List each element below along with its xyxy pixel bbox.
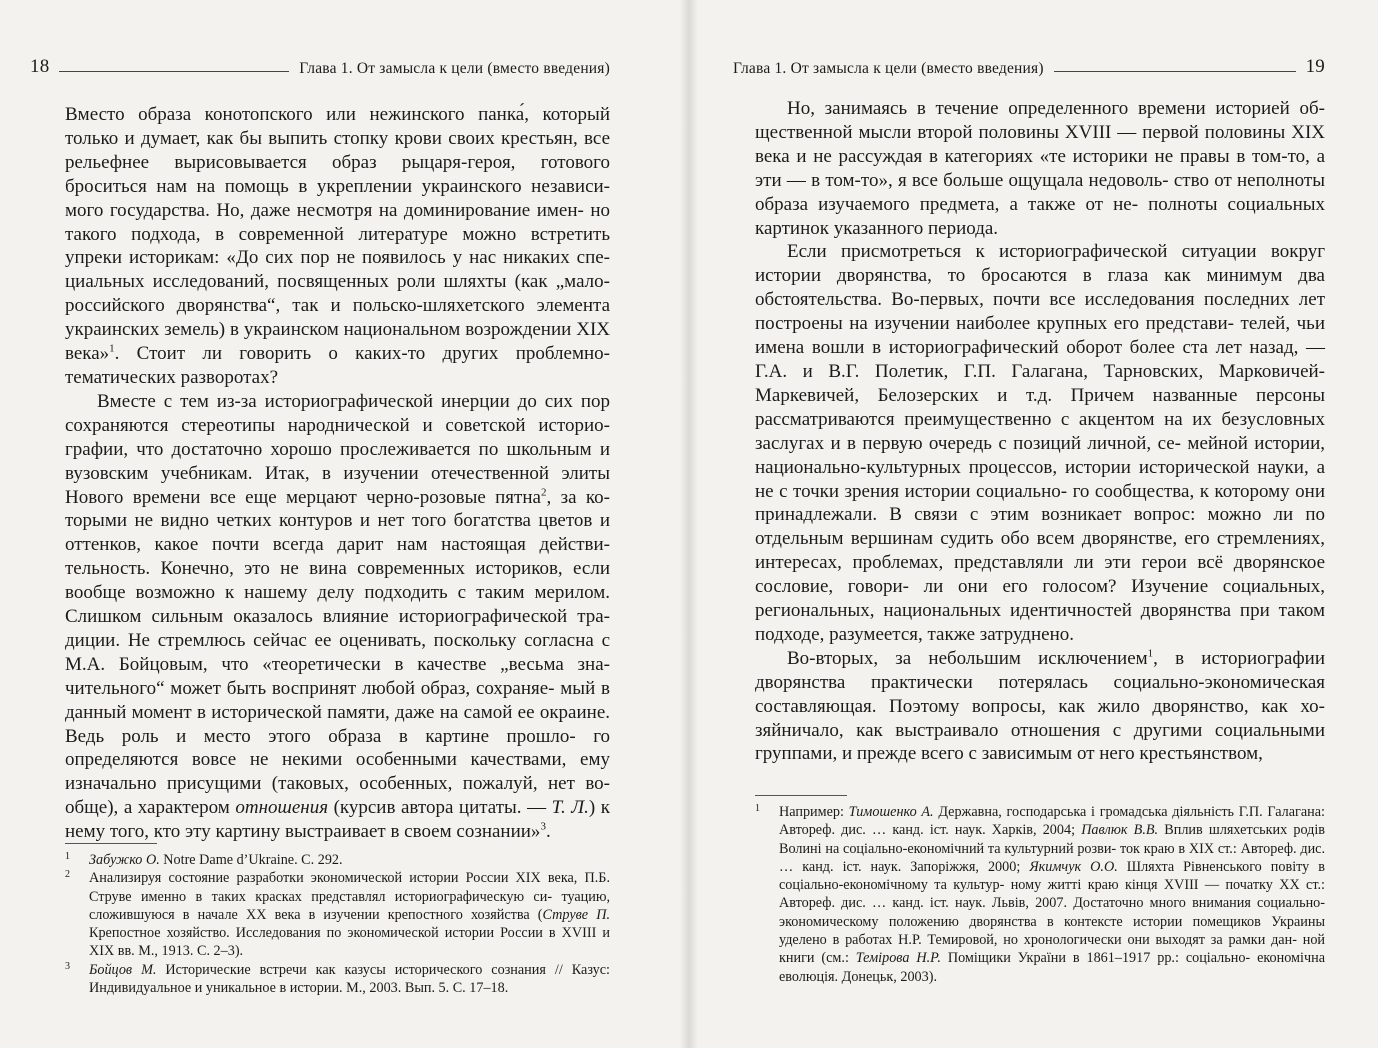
text-line: ): [588, 797, 596, 819]
text-line: истории дворянства, то бросаются в глаза как минимум два: [755, 265, 1325, 287]
text-line: ли они его голосом? Изучение социальных, региональных,: [755, 576, 1326, 622]
footnote-text: шляхетських родів Волині на соціально-економічний та культурний розви-: [779, 822, 1325, 857]
text-line: Слишком сильным оказалось влияние историографической тра-: [65, 606, 610, 628]
text-line: только и думает, как бы выпить стопку крови своих крестьян,: [65, 127, 578, 149]
text-line: составляющая. Поэтому вопросы, как жило дворянство, как хо-: [755, 695, 1325, 717]
text-line: .: [545, 821, 551, 843]
footnote-text: Вплив: [1158, 822, 1203, 839]
text-line: к нему того, кто эту картину выстраивает в своем сознании»: [65, 797, 610, 843]
left-page-number: 18: [30, 56, 50, 77]
footnote-author: Бойцов М.: [89, 961, 157, 978]
footnote-text: Г.П. Галагана: Автореф. дис. … канд. іст. наук. Харків, 2004;: [779, 804, 1325, 839]
text-line: Но, занимаясь в течение определенного времени историей об-: [787, 98, 1325, 119]
left-chapter-title: Глава 1. От замысла к цели (вместо введения): [299, 60, 610, 77]
text-line: зяйничало, как выстраивало отношения с другими социальными: [755, 719, 1325, 741]
text-line: безусловных заслугах и в первую очередь с позиций личной, се-: [755, 408, 1326, 454]
text-line: национальных идентичностей дворянства при таком подходе,: [755, 600, 1326, 645]
footnote-1: [755, 803, 1325, 986]
book-gutter: [680, 0, 698, 1048]
text-line: . Стоит ли говорить о каких-то других проблемно-: [114, 343, 610, 365]
text-line: сохраняются стереотипы народнической и советской историо-: [65, 414, 610, 436]
text-line: российского дворянства“, так и польско-шляхетского элемента: [65, 295, 610, 317]
footnote-text: Исторические встречи как казусы исторического сознания //: [156, 961, 563, 978]
text-line: но такого подхода, в современной литературе можно встретить: [65, 199, 611, 245]
right-paragraph-2: [755, 240, 1325, 646]
text-line: торыми не видно четких контуров и нет того богатства цветов: [65, 510, 593, 532]
footnote-text: Державна, господарська і громадська діяльність: [933, 804, 1235, 820]
text-line: го сообщества, к которому они принадлежали. В связи с этим: [755, 480, 1325, 526]
running-head-rule: [1054, 71, 1296, 72]
right-page-number: 19: [1305, 56, 1325, 77]
footnote-author: Темірова Н.Р.: [855, 950, 941, 967]
text-line: мейной истории, национально-культурных процессов, истории: [755, 432, 1326, 478]
text-line: мого государства. Но, даже несмотря на доминирование имен-: [65, 199, 584, 221]
text-line: дворянства практически потерялась социально-экономическая: [755, 671, 1325, 693]
footnote-text: П.Б. Струве именно в таких красках представлял историографическую си-: [89, 870, 611, 905]
text-line: Вместо образа конотопского или нежинского панка́, который: [65, 104, 610, 125]
footnote-text: Например:: [779, 804, 849, 820]
footnote-text: Казус: Индивидуальное и уникальное в истории. М., 2003. Вып. 5. С. 17–18.: [89, 961, 610, 997]
text-line: вообще возможно к нашему делу подходить с таким мерилом.: [65, 582, 610, 604]
text-line: диции. Не стремлюсь сейчас ее оценивать, поскольку согласна: [65, 629, 594, 651]
text-line: ее окраине. Ведь роль и место этого образа в картине прошло-: [65, 701, 610, 747]
text-line: тельность. Конечно, это не вина современных историков, если: [65, 558, 610, 580]
italic-text: Т. Л.: [551, 797, 589, 819]
right-body-text: [755, 97, 1325, 766]
footnote-text: Notre Dame d’Ukraine. С. 292.: [159, 852, 343, 868]
footnote-text: Поміщики України в 1861–1917 рр.: соціально-: [940, 950, 1251, 967]
footnote-separator: [755, 795, 847, 796]
text-line: , в историографии: [1153, 647, 1325, 669]
footnote-author: Тимошенко А.: [848, 804, 934, 820]
footnote-author: Якимчук О.О.: [1029, 858, 1118, 875]
footnote-text: наук. Львів, 2007. Достаточно много внимания социально-экономическому: [779, 895, 1325, 930]
footnote-text: туацию, сложившуюся в начале XX века в изучении крепостного хозяйства: [89, 888, 610, 923]
text-line: группами, и прежде всего с зависимым от него крестьянством,: [755, 743, 1263, 765]
text-line: телей, чьи имена вошли в историографический оборот более: [755, 313, 1325, 359]
footnote-number: 1: [755, 803, 760, 814]
text-line: и вузовским учебникам. Итак, в изучении отечественной элиты: [65, 438, 611, 484]
footnote-text: ток краю в XIX ст.: Автореф. дис. … канд. іст. наук. Запоріжжя, 2000;: [779, 840, 1326, 875]
text-line: , за ко-: [546, 486, 610, 508]
footnote-text: Анализируя состояние разработки экономической истории России XIX века,: [89, 870, 578, 887]
text-line: персоны рассматриваются преимущественно с акцентом на их: [755, 384, 1325, 430]
footnote-text: в работах Н.Р. Темировой, но хронологически они выходят за рамки дан-: [832, 932, 1297, 949]
text-line: обо всем дворянстве, его стремлениях, интересах, проблемах,: [755, 528, 1326, 574]
footnote-2: [65, 869, 610, 960]
text-line: представляли ли эти герои всё дворянское сословие, говори-: [755, 552, 1325, 598]
text-line: (курсив автора цитаты. —: [328, 797, 552, 819]
italic-text: отношения: [235, 797, 329, 819]
footnote-number: 3: [65, 960, 70, 972]
footnote-text: ному житті краю кінця XVIII — початку XX ст.: Автореф. дис. … канд. іст.: [779, 877, 1325, 912]
text-line: Нового времени все еще мерцают черно-розовые пятна: [65, 486, 541, 508]
footnote-mark: 2: [540, 486, 547, 499]
footnote-separator: [65, 843, 157, 844]
footnote-1: [65, 851, 610, 869]
text-line: Если присмотреться к историографической ситуации вокруг: [787, 241, 1325, 263]
footnote-mark: 3: [540, 820, 546, 833]
footnote-author: Забужко О.: [89, 852, 160, 868]
text-line: ство от неполноты образа изучаемого предмета, а также от не-: [755, 169, 1325, 215]
text-line: мый в данный момент в исторической памяти, даже на самой: [65, 677, 610, 723]
text-line: и оттенков, какое почти всегда дарит нам настоящая действи-: [65, 510, 610, 556]
left-footnotes: [65, 851, 610, 997]
right-footnotes: [755, 803, 1325, 986]
footnote-text: Шляхта Рівненського повіту в соціально-економічному та культур-: [779, 858, 1325, 894]
right-chapter-title: Глава 1. От замысла к цели (вместо введения): [733, 60, 1044, 77]
footnote-number: 2: [65, 869, 70, 881]
text-line: ста лет назад, — Г.А. и В.Г. Полетик, Г.П. Галагана, Тарновских,: [755, 337, 1325, 382]
footnote-author: Струве П.: [542, 906, 610, 923]
right-running-head: [733, 52, 1325, 78]
footnote-author: Павлюк В.В.: [1081, 822, 1159, 839]
right-paragraph-1: [755, 97, 1325, 240]
text-line: броситься нам на помощь в укреплении украинского независи-: [65, 175, 610, 197]
footnote-text: Крепостное хозяйство. Исследования по экономической истории: [89, 925, 495, 942]
text-line: разумеется, также затруднено.: [829, 623, 1074, 645]
text-line: Вместе с тем из-за историографической инерции до сих пор: [97, 390, 610, 412]
text-line: все рельефнее вырисовывается образ рыцаря-героя, готового: [65, 127, 611, 173]
left-paragraph-1: [65, 103, 610, 390]
text-line: чительного“ может быть воспринят любой образ, сохраняе-: [65, 677, 555, 699]
text-line: Во-вторых, за небольшим исключением: [787, 647, 1148, 669]
footnote-text: економічна еволюція. Донецьк, 2003).: [779, 950, 1325, 985]
text-line: щественной мысли второй половины XVIII — первой половины: [755, 121, 1286, 143]
footnote-text: (: [537, 906, 543, 923]
text-line: украинских земель) в украинском национальном возрождении: [65, 319, 572, 341]
right-page: [698, 0, 1378, 1048]
text-line: возникает вопрос: можно ли по отдельным вершинам судить: [755, 504, 1326, 550]
footnote-text: ной книги (см.:: [779, 932, 1326, 967]
text-line: циальных исследований, посвященных роли шляхты (как „мало-: [65, 271, 610, 293]
text-line: XIX века и не рассуждая в категориях «те историки не правы: [755, 121, 1326, 167]
text-line: XIX века»: [65, 319, 610, 365]
text-line: го определяются вовсе не некими особенными качествами, ему: [65, 725, 611, 771]
left-page: [0, 0, 680, 1048]
text-line: тематических разворотах?: [65, 366, 279, 388]
text-line: изначально присущими (таковых, особенных, пожалуй, нет во-: [65, 773, 610, 795]
footnote-mark: 1: [109, 342, 115, 355]
text-line: полноты социальных картинок указанного периода.: [755, 193, 1326, 239]
text-line: в том-то, а эти — в том-то», я все больше ощущала недоволь-: [755, 145, 1326, 191]
footnote-text: положению дворянства в контексте истории помещиков Украины уделено: [779, 913, 1325, 949]
footnote-mark: 1: [1147, 647, 1154, 660]
text-line: лет построены на изучении наиболее крупных его представи-: [755, 289, 1326, 335]
right-paragraph-3: [755, 647, 1325, 767]
text-line: упреки историкам: «До сих пор не появилось у нас никаких спе-: [65, 247, 610, 269]
text-line: с М.А. Бойцовым, что «теоретически в качестве „весьма зна-: [65, 629, 610, 675]
text-line: обстоятельства. Во-первых, почти все исследования последних: [755, 289, 1290, 311]
left-paragraph-2: [65, 390, 610, 844]
left-body-text: [65, 103, 610, 844]
footnote-number: 1: [65, 851, 70, 862]
left-running-head: [30, 52, 610, 78]
footnote-3: [65, 961, 610, 998]
running-head-rule: [59, 71, 289, 72]
footnote-text: России в XVIII и XIX вв. М., 1913. С. 2–3).: [89, 925, 610, 960]
text-line: графии, что достаточно хорошо прослеживается по школьным: [65, 438, 592, 460]
text-line: Марковичей-Маркевичей, Белозерских и т.д. Причем названные: [755, 360, 1325, 406]
text-line: обще), а характером: [65, 797, 236, 819]
text-line: исторической науки, а не с точки зрения истории социально-: [755, 456, 1326, 502]
